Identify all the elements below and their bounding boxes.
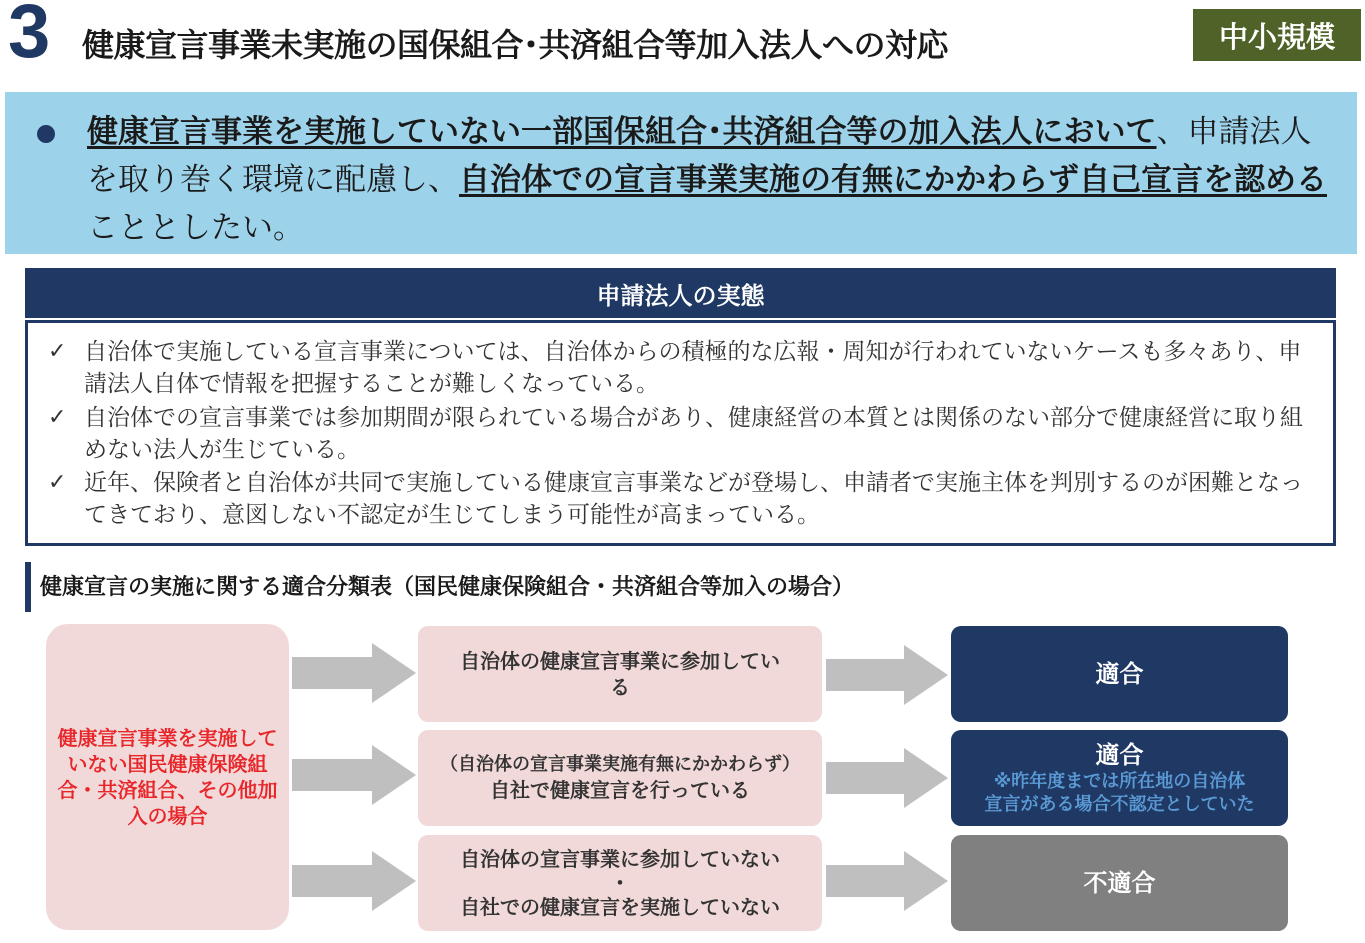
- right-arrow-icon: [826, 748, 948, 808]
- result-box-compliant: [951, 730, 1288, 826]
- case-line: （自治体の宣言事業実施有無にかかわらず）: [440, 754, 800, 775]
- section-number: 3: [8, 0, 51, 74]
- table-title: 健康宣言の実施に関する適合分類表（国民健康保険組合・共済組合等加入の場合）: [40, 575, 855, 600]
- summary-highlight-2: 自治体での宣言事業実施の有無にかかわらず自己宣言を認める: [459, 162, 1327, 198]
- right-arrow-icon: [292, 851, 416, 911]
- status-item-text: 自治体で実施している宣言事業については、自治体からの積極的な広報・周知が行われていないケースも多々あり、申請法人自体で情報を把握することが難しくなっている。: [84, 339, 1302, 397]
- category-badge: 中小規模: [1193, 9, 1361, 61]
- check-icon: ✓: [48, 339, 67, 364]
- condition-text: 健康宣言事業を実施していない国民健康保険組合・共済組合、その他加入の場合: [57, 726, 278, 828]
- case-box: [418, 835, 822, 931]
- result-note: ※昨年度までは所在地の自治体: [993, 771, 1246, 792]
- summary-text: [87, 108, 1337, 252]
- status-item: [48, 336, 1318, 400]
- case-line: ・: [610, 871, 630, 895]
- summary-highlight-1: 健康宣言事業を実施していない一部国保組合･共済組合等の加入法人において: [87, 114, 1157, 150]
- summary-plain-2: こととしたい。: [87, 210, 304, 246]
- result-label: 適合: [1095, 741, 1144, 769]
- result-label: 適合: [1095, 660, 1144, 688]
- check-icon: ✓: [48, 470, 67, 495]
- result-box-compliant: [951, 626, 1288, 722]
- page-title: 健康宣言事業未実施の国保組合･共済組合等加入法人への対応: [82, 26, 949, 64]
- right-arrow-icon: [292, 745, 416, 805]
- table-title-accent: [25, 562, 31, 612]
- status-list: [25, 320, 1336, 546]
- condition-box: [46, 624, 289, 930]
- case-line: 自社で健康宣言を行っている: [490, 778, 750, 802]
- result-note: 宣言がある場合不認定としていた: [984, 794, 1255, 815]
- status-item: [48, 467, 1318, 531]
- case-line: 自社での健康宣言を実施していない: [460, 895, 780, 919]
- case-line: 自治体の健康宣言事業に参加してい: [460, 649, 780, 673]
- right-arrow-icon: [292, 643, 416, 703]
- case-box: [418, 730, 822, 826]
- right-arrow-icon: [826, 645, 948, 705]
- status-header: 申請法人の実態: [25, 268, 1336, 318]
- right-arrow-icon: [826, 851, 948, 911]
- status-item-text: 自治体での宣言事業では参加期間が限られている場合があり、健康経営の本質とは関係のない部分で健康経営に取り組めない法人が生じている。: [84, 405, 1303, 463]
- result-label: 不適合: [1083, 869, 1156, 897]
- status-item: [48, 402, 1318, 466]
- check-icon: ✓: [48, 405, 67, 430]
- bullet-icon: [37, 125, 55, 143]
- case-box: [418, 626, 822, 722]
- case-line: る: [610, 675, 630, 699]
- summary-plain-1: 、申請法人を取り巻く環境に配慮し、: [87, 114, 1312, 198]
- status-item-text: 近年、保険者と自治体が共同で実施している健康宣言事業などが登場し、申請者で実施主体を判別するのが困難となってきており、意図しない不認定が生じてしまう可能性が高まっている。: [84, 470, 1303, 528]
- case-line: 自治体の宣言事業に参加していない: [460, 847, 780, 871]
- result-box-noncompliant: [951, 835, 1288, 931]
